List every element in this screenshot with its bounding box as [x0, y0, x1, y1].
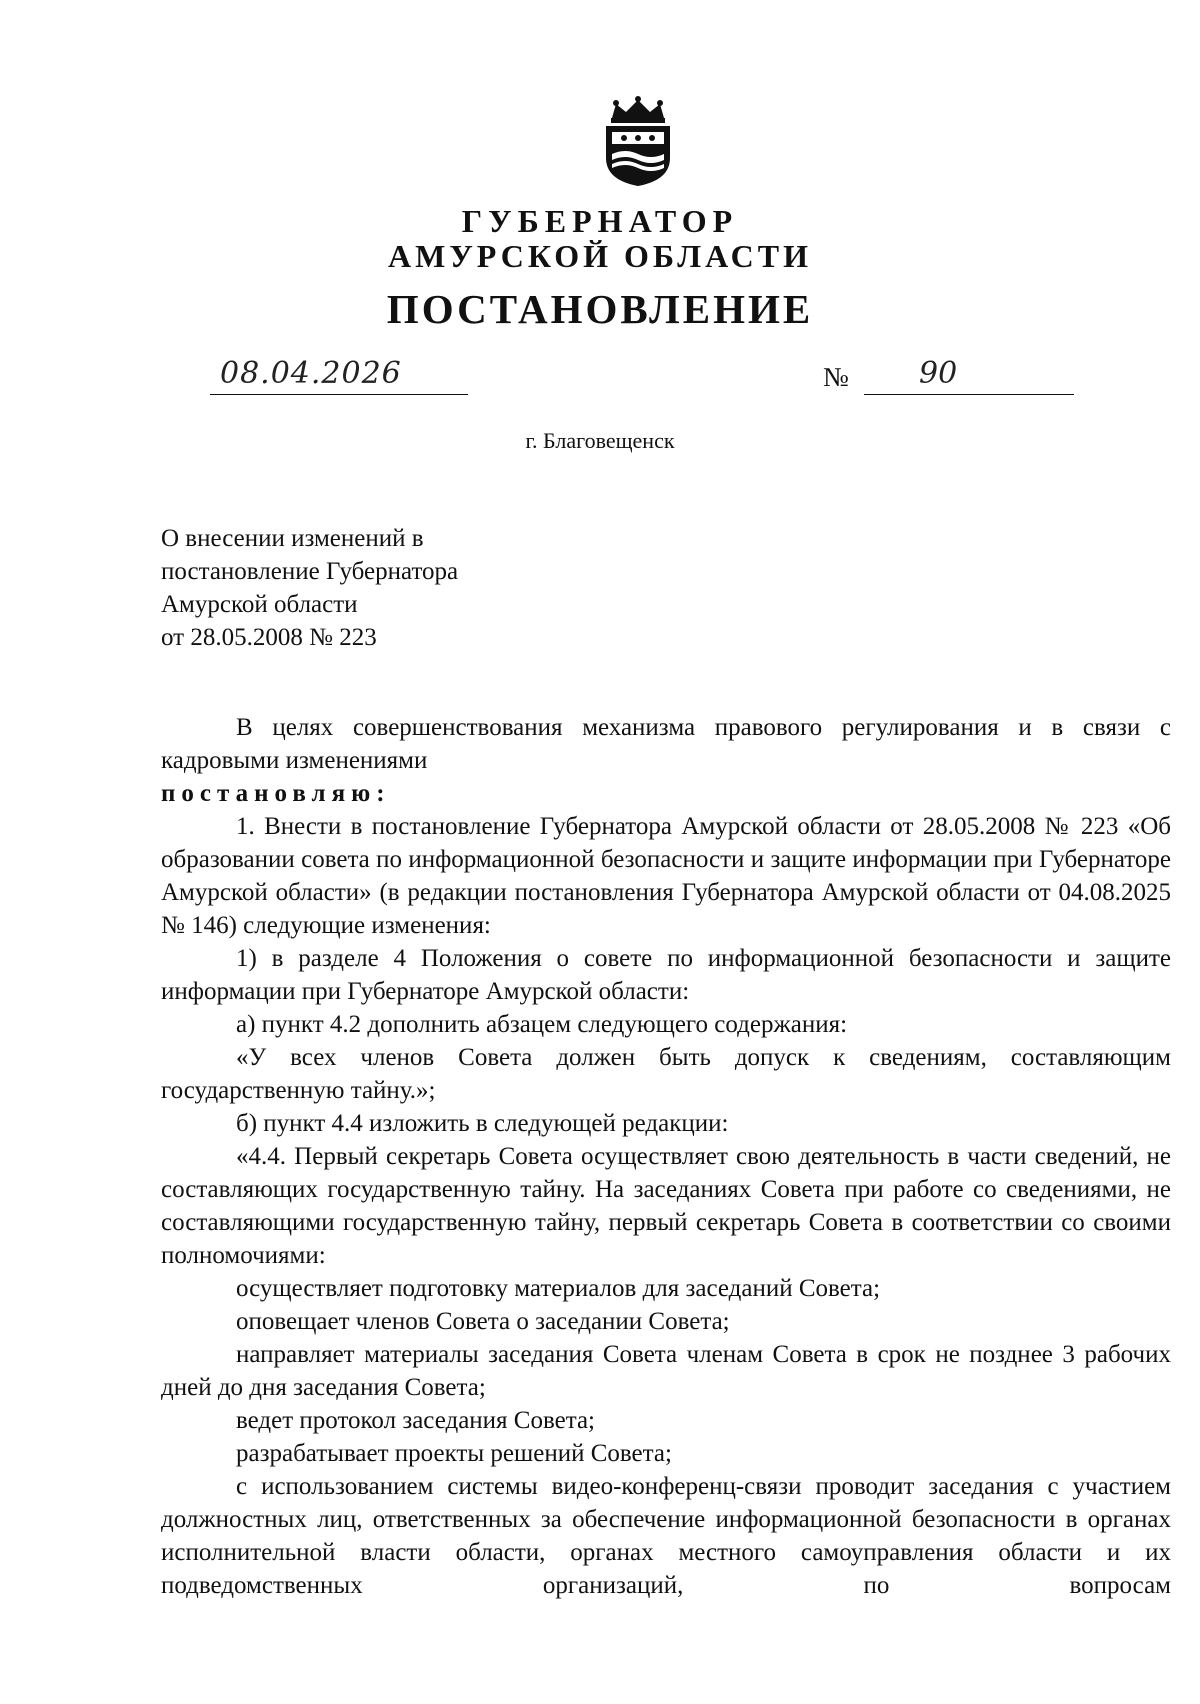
document-subject — [161, 522, 458, 654]
paragraph: осуществляет подготовку материалов для заседаний Совета; — [236, 1275, 881, 1302]
paragraph: ведет протокол заседания Совета; — [236, 1407, 595, 1434]
paragraph: В целях совершенствования механизма правового регулирования и в связи с кадровыми изменениями — [161, 714, 1171, 774]
document-body — [161, 711, 1171, 1602]
paragraph: оповещает членов Совета о заседании Совета; — [236, 1308, 730, 1335]
paragraph: направляет материалы заседания Совета членам Совета в срок не позднее 3 рабочих дней до дня заседания Совета; — [161, 1341, 1171, 1401]
city-line: г. Благовещенск — [525, 428, 675, 453]
subject-line: О внесении изменений в — [161, 525, 424, 552]
subject-line: Амурской области — [161, 591, 358, 618]
paragraph: 1) в разделе 4 Положения о совете по информационной безопасности и защите информации при Губернаторе Амурской области: — [161, 945, 1171, 1005]
paragraph: разрабатывает проекты решений Совета; — [236, 1440, 672, 1467]
paragraph: б) пункт 4.4 изложить в следующей редакции: — [236, 1110, 729, 1137]
decree-word: постановляю: — [161, 780, 391, 807]
handwritten-number: 90 — [919, 356, 958, 391]
subject-line: от 28.05.2008 № 223 — [161, 624, 377, 651]
authority-title: ГУБЕРНАТОР — [461, 203, 739, 239]
region-title: АМУРСКОЙ ОБЛАСТИ — [388, 238, 812, 274]
paragraph: а) пункт 4.2 дополнить абзацем следующего содержания: — [236, 1011, 848, 1038]
document-type-title: ПОСТАНОВЛЕНИЕ — [386, 286, 814, 332]
number-label: № — [823, 362, 849, 392]
subject-line: постановление Губернатора — [161, 558, 459, 585]
paragraph: с использованием системы видео-конференц-связи проводит заседания с участием должностных лиц, ответственных за обеспечение информационной безопасности в органах исполнительной власти области, органах местного самоуправления области и их подведомственных организаций, по вопросам — [161, 1473, 1171, 1599]
number-field — [864, 356, 1074, 395]
handwritten-date: 08.04.2026 — [220, 356, 402, 391]
paragraph: «4.4. Первый секретарь Совета осуществляет свою деятельность в части сведений, не составляющих государственную тайну. На заседаниях Совета при работе со сведениями, не составляющими государственную тайну, первый секретарь Совета в соответствии со своими полномочиями: — [161, 1143, 1171, 1269]
paragraph: 1. Внести в постановление Губернатора Амурской области от 28.05.2008 № 223 «Об образовании совета по информационной безопасности и защите информации при Губернаторе Амурской области» (в редакции постановления Губернатора Амурской области от 04.08.2025 № 146) следующие изменения: — [161, 813, 1171, 939]
coat-of-arms-icon — [598, 96, 678, 188]
date-field — [210, 356, 468, 395]
paragraph: «У всех членов Совета должен быть допуск к сведениям, составляющим государственную тайну.»; — [161, 1044, 1171, 1104]
